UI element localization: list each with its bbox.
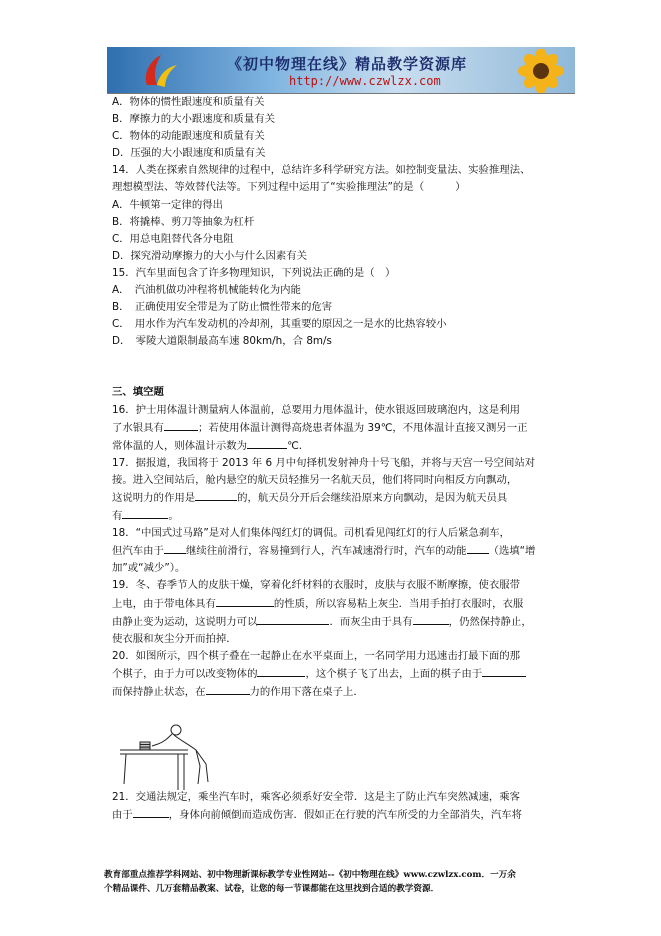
q20-line1: 20．如图所示，四个棋子叠在一起静止在水平桌面上，一名同学用力迅速击打最下面的那 [112,649,521,662]
q21-line1: 21．交通法规定，乘坐汽车时，乘客必须系好安全带．这是主了防止汽车突然减速，乘客 [112,791,521,804]
q20-line2: 个棋子，由于力可以改变物体的 ，这个棋子飞了出去，上面的棋子由于 [112,665,582,683]
q15-option-d: D． 零陵大道限制最高车速 80km/h，合 8m/s [112,335,332,348]
site-logo-icon [139,51,179,89]
banner-title: 《初中物理在线》精品教学资源库 [227,55,468,73]
footer-line1: 教育部重点推荐学科网站、初中物理新课标教学专业性网站--《初中物理在线》www.czwlzx.com．一万余 [104,870,516,880]
answer-blank[interactable] [122,507,168,519]
q19-line1: 19．冬、春季节人的皮肤干燥，穿着化纤材料的衣服时，皮肤与衣服不断摩擦，使衣服带 [112,579,521,592]
header-banner [107,47,575,94]
q13-option-d: D．压强的大小跟速度和质量有关 [112,147,266,160]
answer-blank[interactable] [164,419,198,431]
page-footer [104,868,582,896]
answer-blank[interactable] [413,613,449,625]
answer-blank[interactable] [164,542,186,554]
q13-option-a: A．物体的惯性跟速度和质量有关 [112,96,265,108]
q15-stem: 15．汽车里面包含了许多物理知识，下列说法正确的是（ ） [112,266,396,279]
answer-blank[interactable] [257,665,305,677]
q17-line4: 有 。 [112,507,582,525]
q16-line3: 常体温的人，则体温计示数为 ℃. [112,437,582,455]
answer-blank[interactable] [257,613,329,625]
q14-option-d: D．探究滑动摩擦力的大小与什么因素有关 [112,249,308,262]
q21-line2: 由于 ，身体向前倾倒而造成伤害．假如正在行驶的汽车所受的力全部消失，汽车将 [112,806,582,824]
q19-line4: 使衣服和灰尘分开而拍掉． [112,632,237,645]
section-heading: 三、填空题 [112,386,164,399]
answer-blank[interactable] [195,489,237,501]
answer-blank[interactable] [133,806,169,818]
q20-line3: 而保持静止状态，在 力的作用下落在桌子上． [112,683,582,701]
q19-line2: 上电，由于带电体具有 的性质，所以容易粘上灰尘．当用手拍打衣服时，衣服 [112,595,582,613]
q15-option-c: C． 用水作为汽车发动机的冷却剂，其重要的原因之一是水的比热容较小 [112,318,447,331]
q17-line3: 这说明力的作用是 的，航天员分开后会继续沿原来方向飘动，是因为航天员具 [112,489,582,507]
answer-blank[interactable] [467,542,489,554]
banner-url[interactable]: http://www.czwlzx.com [289,74,441,88]
section-spacer [112,350,582,384]
footer-line2: 个精品课件、几万套精品教案、试卷，让您的每一节课都能在这里找到合适的教学资源． [104,884,440,894]
sunflower-icon [511,49,569,93]
q14-option-b: B．将撬棒、剪刀等抽象为杠杆 [112,215,255,228]
q14-option-c: C．用总电阻替代各分电阻 [112,232,234,245]
q15-option-b: B． 正确使用安全带是为了防止惯性带来的危害 [112,301,333,314]
answer-blank[interactable] [482,665,526,677]
q14-stem-line1: 14．人类在探索自然规律的过程中，总结许多科学研究方法。如控制变量法、实验推理法、 [112,164,531,177]
q18-line3: 加”或“减少”）。 [112,562,186,575]
q19-line3: 由静止变为运动，这说明力可以 ．而灰尘由于具有 ，仍然保持静止， [112,613,582,631]
q13-option-c: C．物体的动能跟速度和质量有关 [112,130,265,143]
q17-line2: 接。进入空间站后，舱内悬空的航天员轻推另一名航天员，他们将同时向相反方向飘动， [112,473,518,486]
q15-option-a: A． 汽油机做功冲程将机械能转化为内能 [112,284,301,297]
q16-line2: 了水银具有 ；若使用体温计测得高烧患者体温为 39℃，不甩体温计直接又测另一正 [112,419,582,437]
q18-line2: 但汽车由于 继续往前滑行，容易撞到行人，汽车减速滑行时，汽车的动能 （选填“增 [112,542,582,560]
answer-blank[interactable] [206,683,250,695]
document-body [112,94,582,824]
q18-line1: 18．“中国式过马路”是对人们集体闯红灯的调侃。司机看见闯红灯的行人后紧急刹车， [112,527,511,540]
answer-blank[interactable] [247,437,287,449]
q16-line1: 16．护士用体温计测量病人体温前，总要用力甩体温计，使水银返回玻璃泡内，这是利用 [112,403,521,416]
q14-stem-line2: 理想模型法、等效替代法等。下列过程中运用了“实验推理法”的是（ ） [112,181,466,194]
chess-pieces-figure [118,722,214,794]
answer-blank[interactable] [216,595,274,607]
q17-line1: 17．据报道，我国将于 2013 年 6 月中旬择机发射神舟十号飞船，并将与天宫一号空间站对 [112,456,536,469]
q14-option-a: A．牛顿第一定律的得出 [112,198,224,211]
q13-option-b: B．摩擦力的大小跟速度和质量有关 [112,113,275,126]
